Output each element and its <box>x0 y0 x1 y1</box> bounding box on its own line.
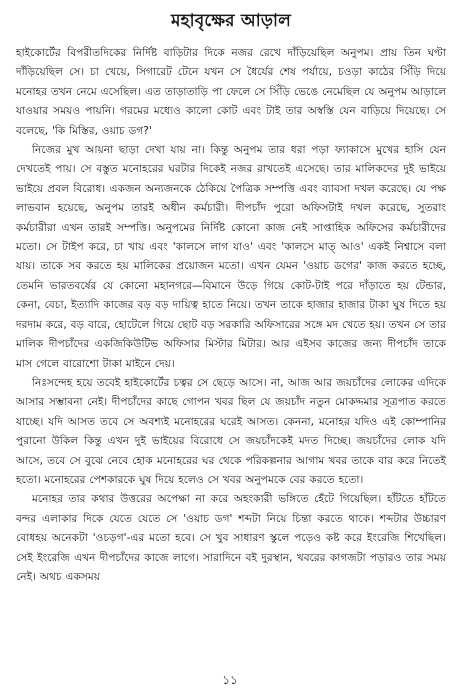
page-number: ১১ <box>222 673 238 687</box>
paragraph: নিঃসন্দেহ হয়ে তবেই হাইকোর্টের চত্বর সে ছেড়ে আসে। না, আজ আর জয়চাঁদের লোকের এদিকে আসার সম্ভাবনা নেই। দীপচাঁদের কাছে গোপন খবর ছিল যে জয়চাঁদ নতুন মোকদ্দমার সূত্রপাত করতে যাচ্ছে। যদি আসত তবে সে অবশ্যই মনোহরের ঘরেই আসত। কেননা, মনোহর যদিও এই কোম্পানির পুরানো উকিল কিন্তু এখন দুই ভাইয়ের বিরোধে সে জয়চাঁদকেই মদত দিচ্ছে। জয়চাঁদের লোক যদি আসে, তবে সে বুঝে নেবে হোক মনোহরের ঘর থেকে পরিকল্পনার আগাম খবর তাকে বার করে নিতেই হতো। মনোহরের পেশকারকে ঘুষ দিয়ে হলেও সে খবর অনুপমকে বের করতে হতো। <box>16 376 446 486</box>
paragraph: হাইকোর্টের বিপরীতদিকের নির্দিষ্ট বাড়িটার দিকে নজর রেখে দাঁড়িয়েছিল অনুপম। প্রায় তিন ঘণ্টা দাঁড়িয়েছিল সে। চা খেয়ে, সিগারেট টেনে যখন সে ধৈর্যের শেষ পর্যায়ে, চওড়া কাঠের সিঁড়ি দিয়ে মনোহর তখন নেমে এসেছিল। এত তাড়াতাড়ি পা ফেলে সে সিঁড়ি ভেঙে নেমেছিল যে অনুপম আড়ালে যাওয়ার সময়ও পায়নি। গরমের মধ্যেও কালো কোট এবং টাই তার অস্বস্তি যেন বাড়িয়ে দিয়েছে। সে বলেছে, 'কি মিস্তির, ওয়াচ ডগ?' <box>16 47 446 137</box>
page-title: মহাবৃক্ষের আড়াল <box>171 11 291 31</box>
paragraph: মনোহর তার কথার উত্তরের অপেক্ষা না করে অহংকারী ভঙ্গিতে হেঁটে গিয়েছিল। হাঁটতে হাঁটতে বন্দর এলাকার দিকে যেতে যেতে সে 'ওয়াচ ডগ' শব্দটা নিয়ে চিন্তা করতে থাকে। শব্দটার উচ্চারণ বোধহয় অনেকটা 'ওচড়গ'-এর মতো হবে। সে খুব সাধারণ স্কুলে পড়েও কষ্ট করে ইংরেজি শিখেছিল। সেই ইংরেজি এখন দীপচাঁদের কাজে লাগে। সারাদিনে বই দুরস্থান, খবরের কাগজটা পড়ারও তার সময় নেই। অথচ একসময় <box>16 493 446 583</box>
body-text <box>16 44 446 587</box>
paragraph: নিজের মুখ আয়না ছাড়া দেখা যায় না। কিন্তু অনুপম তার ধরা পড়া ফ্যাকাসে মুখের হাসি যেন দেখতেই পায়। সে বস্তুত মনোহরের ঘরটার দিকেই নজর রাখতেই এসেছে। তার মালিকদের দুই ভাইয়ে ভাইয়ে প্রবল বিরোধ। একজন অন্যজনকে ঠেকিয়ে পৈত্রিক সম্পত্তি এবং ব্যাবসা দখল করেছে। যে পক্ষ লাভবান হয়েছে, অনুপম তারই অধীন কর্মচারী। দীপচাঁদ পুরো অফিসটাই দখল করেছে, সুতরাং কর্মচারীরা এখন তারই সম্পত্তি। অনুপমের নির্দিষ্ট কোনো কাজ নেই সাপ্তাহিক অফিসের কর্মচারীদের মতো। সে টাইপ করে, চা খায় এবং 'কালসে লাগ যাও' এবং 'কালসে মাত্ আও' একই নিশ্বাসে বলা যায়। তাকে সব করতে হয় মালিকের প্রয়োজন মতো। এখন যেমন 'ওয়াচ ডগের' কাজ করতে হচ্ছে, তেমনি ভারতবর্ষের যে কোনো মহানগরে—বিমানে উড়ে গিয়ে কোট-টাই পরে দাঁড়াতে হয় টেন্ডার, কেনা, বেচা, ইত্যাদি কাজের বড় বড় দায়িত্ব হাতে নিয়ে। তখন তাকে হাজার হাজার টাকা ঘুষ দিতে হয় দরদাম করে, বড় বারে, হোটেলে গিয়ে ছোট বড় সরকারি অফিসারের সঙ্গে মদ খেতে হয়। তখন সে তার মালিক দীপচাঁদের একজিকিউটিভ অফিসার মিস্টার মিটার। আর এইসব কাজের জন্য দীপচাঁদ তাকে মাস গেলে বারোশো টাকা মাইনে দেয়। <box>16 144 446 370</box>
